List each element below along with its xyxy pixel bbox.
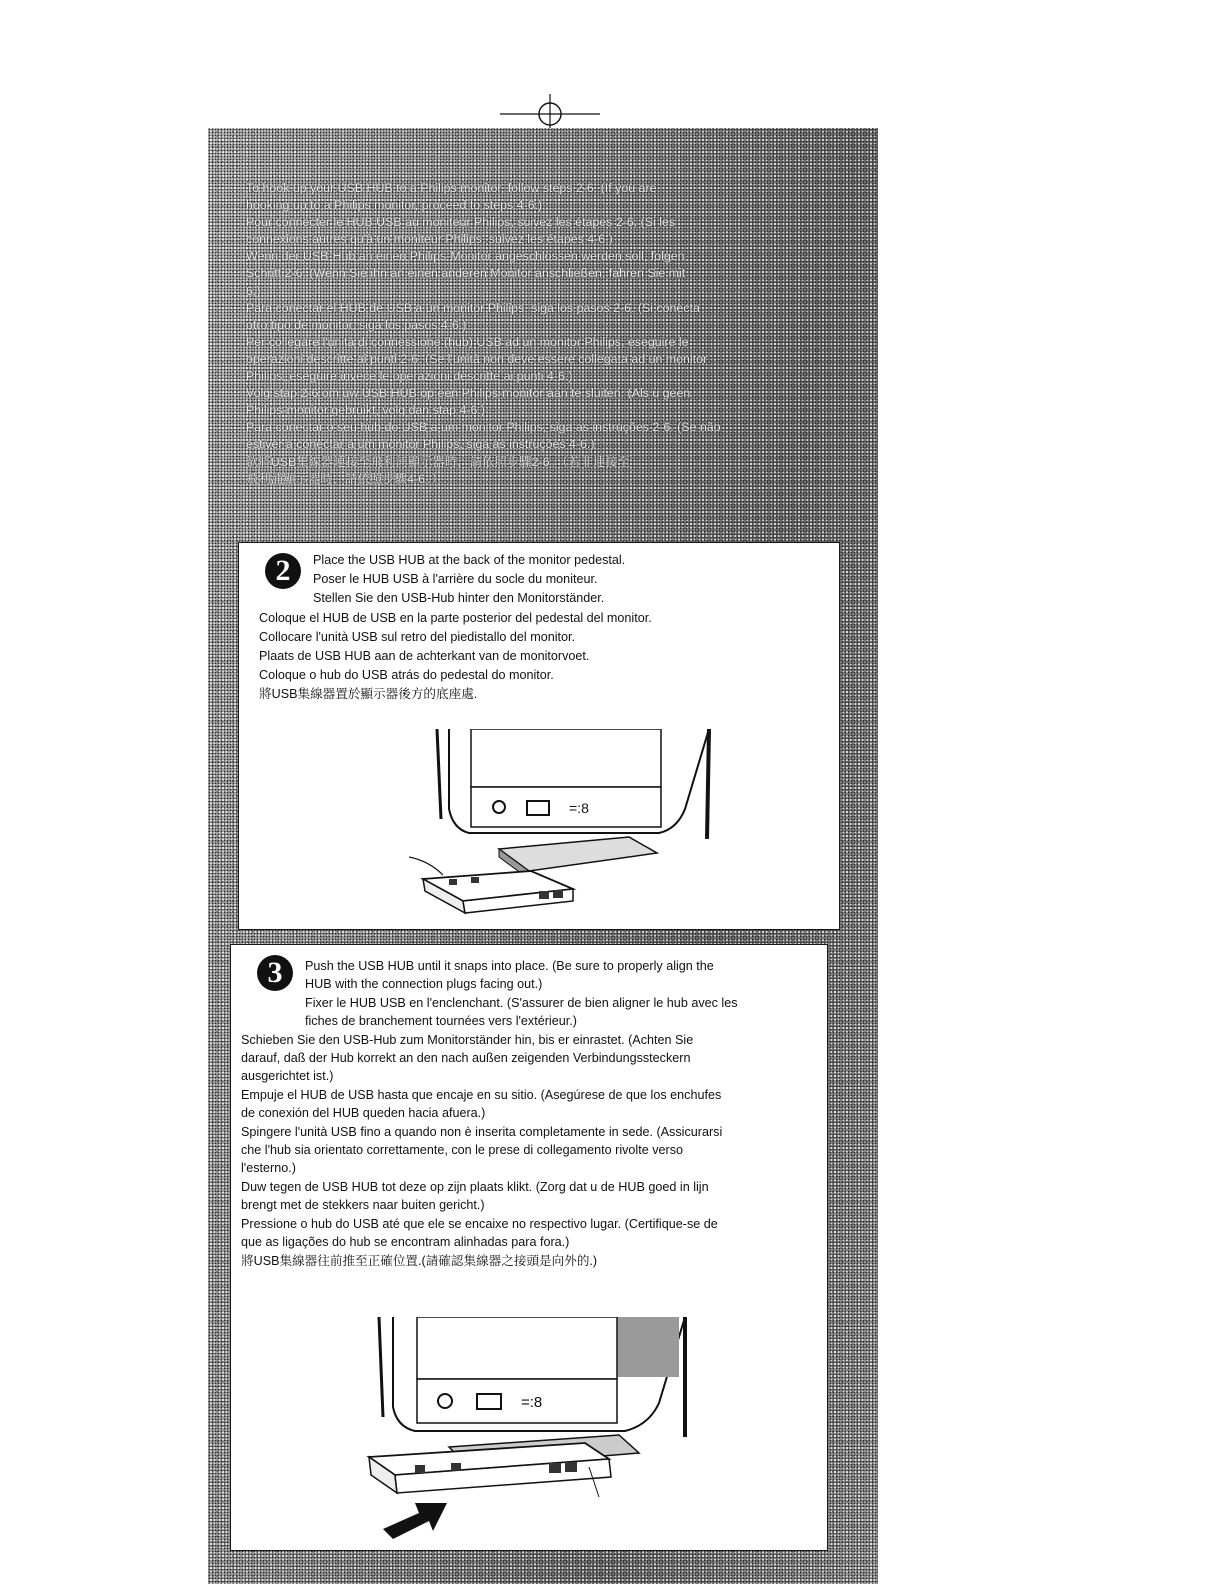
intro-line: Para conectar o seu hub do USB a um monitor Philips, siga as instruções 2-6. (Se não <box>246 420 721 435</box>
step-3-line: Fixer le HUB USB en l'enclenchant. (S'assurer de bien aligner le hub avec les <box>305 995 738 1010</box>
intro-line: Per collegare l'unità di connessione (hub) USB ad un monitor Philips, eseguire le <box>246 334 689 349</box>
step-3-line: fiches de branchement tournées vers l'extérieur.) <box>305 1014 577 1029</box>
step-2-line: Coloque el HUB de USB en la parte posterior del pedestal del monitor. <box>259 610 652 625</box>
step-2-line: Plaats de USB HUB aan de achterkant van de monitorvoet. <box>259 649 590 664</box>
intro-line: 飛利浦顯示器時，請依照步驟4-6。） <box>246 471 444 486</box>
step-3-line: Schieben Sie den USB-Hub zum Monitorständer hin, bis er einrastet. (Achten Sie <box>241 1032 694 1047</box>
step-3-line: Push the USB HUB until it snaps into place. (Be sure to properly align the <box>305 959 714 973</box>
step-3-line: darauf, daß der Hub korrekt an den nach außen zeigenden Verbindungssteckern <box>241 1051 691 1066</box>
step-3-line: Empuje el HUB de USB hasta que encaje en su sitio. (Asegúrese de que los enchufes <box>241 1087 722 1102</box>
step-2-line: Place the USB HUB at the back of the monitor pedestal. <box>313 553 626 567</box>
intro-line: connexions autres qu'à un moniteur Philips, suivez les étapes 4-6.) <box>246 232 613 247</box>
intro-line: Wenn der USB-Hub an einen Philips-Monitor angeschlossen werden soll, folgen <box>246 249 685 264</box>
step-3-line: HUB with the connection plugs facing out.) <box>305 977 543 992</box>
monitor-hub-snapped-illustration <box>349 1317 719 1545</box>
intro-line: Schritt 2-6. (Wenn Sie ihn an einen anderen Monitor anschließen, fahren Sie mit <box>246 266 686 281</box>
intro-line: otro tipo de monitor, siga los pasos 4-6.) <box>246 317 467 332</box>
step-3-line: Duw tegen de USB HUB tot deze op zijn plaats klikt. (Zorg dat u de HUB goed in lijn <box>241 1179 709 1194</box>
step-3-line: brengt met de stekkers naar buiten gericht.) <box>241 1198 485 1213</box>
step-3-line: l'esterno.) <box>241 1161 296 1176</box>
intro-line: To hook up your USB HUB to a Philips monitor, follow steps 2-6. (If you are <box>246 181 657 195</box>
intro-line: estiver a conectar a um monitor Philips, siga as instruções 4-6.) <box>246 437 595 452</box>
step-3-line: de conexión del HUB queden hacia afuera.) <box>241 1106 486 1121</box>
step-2-text <box>259 551 819 705</box>
intro-line: 欲將USB集線器連接至飛利浦顯示器時，請依照步驟2-6。（若非連接至 <box>246 454 631 469</box>
intro-line: 6.) <box>246 283 261 298</box>
intro-line: operazioni descritte ai punti 2-6. (Se l'unità non deve essere collegata ad un monitor <box>246 351 708 366</box>
step-3-line: que as ligações do hub se encontram alinhadas para fora.) <box>241 1235 570 1250</box>
step-3-box <box>230 944 828 1551</box>
intro-line: Pour connecter le HUB USB au moniteur Philips, suivez les étapes 2-6. (Si les <box>246 215 676 230</box>
monitor-hub-illustration <box>409 729 729 925</box>
intro-line: hooking up to a Philips monitor, proceed to steps 4-6.) <box>246 198 543 213</box>
step-number-badge: 2 <box>265 553 301 589</box>
step-3-text <box>241 957 821 1270</box>
intro-line: Para conectar el HUB de USB a un monitor Philips, siga los pasos 2-6. (Si conecta <box>246 300 700 315</box>
step-2-line: Coloque o hub do USB atrás do pedestal do monitor. <box>259 668 554 683</box>
intro-line: Philips-monitor gebruikt, volg dan stap 4-6.) <box>246 403 485 418</box>
step-2-line: Poser le HUB USB à l'arrière du socle du moniteur. <box>313 572 598 587</box>
step-3-line: 將USB集線器往前推至正確位置.(請確認集線器之接頭是向外的.) <box>241 1253 598 1268</box>
svg-text:=:8: =:8 <box>521 1394 543 1411</box>
intro-line: Volg stap 2-6 om uw USB HUB op een Philips-monitor aan te sluiten. (Als u geen <box>246 386 691 401</box>
step-2-line: Stellen Sie den USB-Hub hinter den Monitorständer. <box>313 591 605 606</box>
intro-text <box>246 180 868 488</box>
step-3-line: Spingere l'unità USB fino a quando non è inserita completamente in sede. (Assicurarsi <box>241 1124 723 1139</box>
step-2-line: 將USB集線器置於顯示器後方的底座處. <box>259 687 478 702</box>
step-3-line: Pressione o hub do USB até que ele se encaixe no respectivo lugar. (Certifique-se de <box>241 1216 718 1231</box>
step-3-line: che l'hub sia orientato correttamente, con le prese di collegamento rivolte verso <box>241 1143 684 1158</box>
step-2-line: Collocare l'unità USB sul retro del piedistallo del monitor. <box>259 629 576 644</box>
step-number-badge: 3 <box>257 955 293 991</box>
step-2-box <box>238 542 840 930</box>
svg-text:=:8: =:8 <box>569 800 589 816</box>
step-3-line: ausgerichtet ist.) <box>241 1069 334 1084</box>
intro-line: Philips, eseguire invece le operazioni descritte ai punti 4-6.) <box>246 369 573 384</box>
